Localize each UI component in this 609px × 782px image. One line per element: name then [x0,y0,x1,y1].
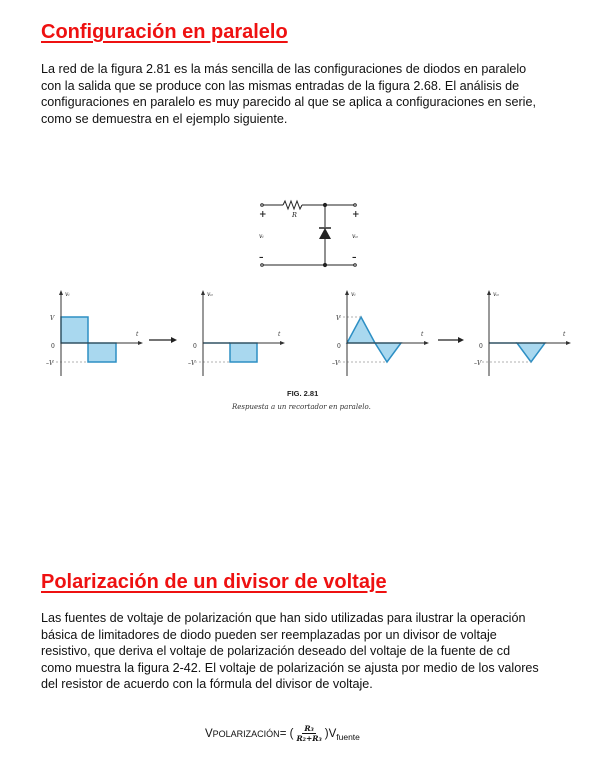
figure-label: –V [188,360,196,367]
figure-label: t [136,331,139,338]
graph-input-triangle [332,290,429,376]
diode-symbol [319,228,331,239]
graph-output-triangle [474,290,571,376]
paragraph-divider: Las fuentes de voltaje de polarización que han sido utilizadas para ilustrar la operación básica de limitadores de diodo pueden ser reemplazadas por un divisor de voltaje resistivo, que deriva el voltaje de polarización deseado del voltaje de la fuente de cd como muestra la figura 2-42. El voltaje de polarización se ajusta por medio de los valores del resistor de acuerdo con la fórmula del divisor de voltaje. [41,611,539,692]
figure-label: t [563,331,566,338]
paragraph-parallel: La red de la figura 2.81 es la más sencilla de las configuraciones de diodos en paralelo con la salida que se produce con las mismas entradas de la figura 2.68. El análisis de configuraciones en paralelo es muy parecido al que se aplica a configuraciones en serie, como se demuestra en el ejemplo siguiente. [41,62,536,126]
figure-label: vᵢ [351,291,356,298]
output-plus: + [352,210,360,220]
formula-fuente: fuente [336,731,360,742]
clipper-circuit [261,201,357,267]
formula-polarizacion: POLARIZACIÓN [212,728,280,739]
input-plus: + [259,210,267,220]
figure-label: 0 [479,343,483,350]
resistor-symbol [283,201,302,209]
figure-caption-title: FIG. 2.81 [287,389,319,398]
graph-input-square [46,290,143,376]
output-label: vₒ [352,233,358,240]
figure-label: t [278,331,281,338]
figure-label: V [50,315,55,322]
formula-fraction [294,724,323,743]
figure-caption-text: Respuesta a un recortador en paralelo. [232,403,371,411]
figure-label: vₒ [493,291,499,298]
voltage-divider-formula [205,724,360,743]
arrow-1 [149,337,177,343]
input-label: vᵢ [259,233,264,240]
figure-label: 0 [337,343,341,350]
figure-label: 0 [51,343,55,350]
figure-label: vᵢ [65,291,70,298]
arrow-2 [438,337,464,343]
formula-denominator: R₂+R₃ [296,734,322,743]
figure-label: V [336,315,341,322]
input-minus: – [259,253,264,263]
graph-output-square [188,290,285,376]
figure-label: –V [474,360,482,367]
figure-2-81 [0,190,609,420]
formula-close: )V [324,727,337,740]
figure-label: t [421,331,424,338]
resistor-label: R [292,211,297,219]
figure-label: 0 [193,343,197,350]
formula-v: V [205,727,213,740]
figure-label: –V [332,360,340,367]
formula-eq-open: = ( [279,727,294,740]
section-title-parallel: Configuración en paralelo [41,21,288,43]
section-title-divider: Polarización de un divisor de voltaje [41,571,387,593]
figure-label: –V [46,360,54,367]
output-minus: – [352,253,357,263]
figure-label: vₒ [207,291,213,298]
formula-numerator: R₃ [304,724,314,733]
